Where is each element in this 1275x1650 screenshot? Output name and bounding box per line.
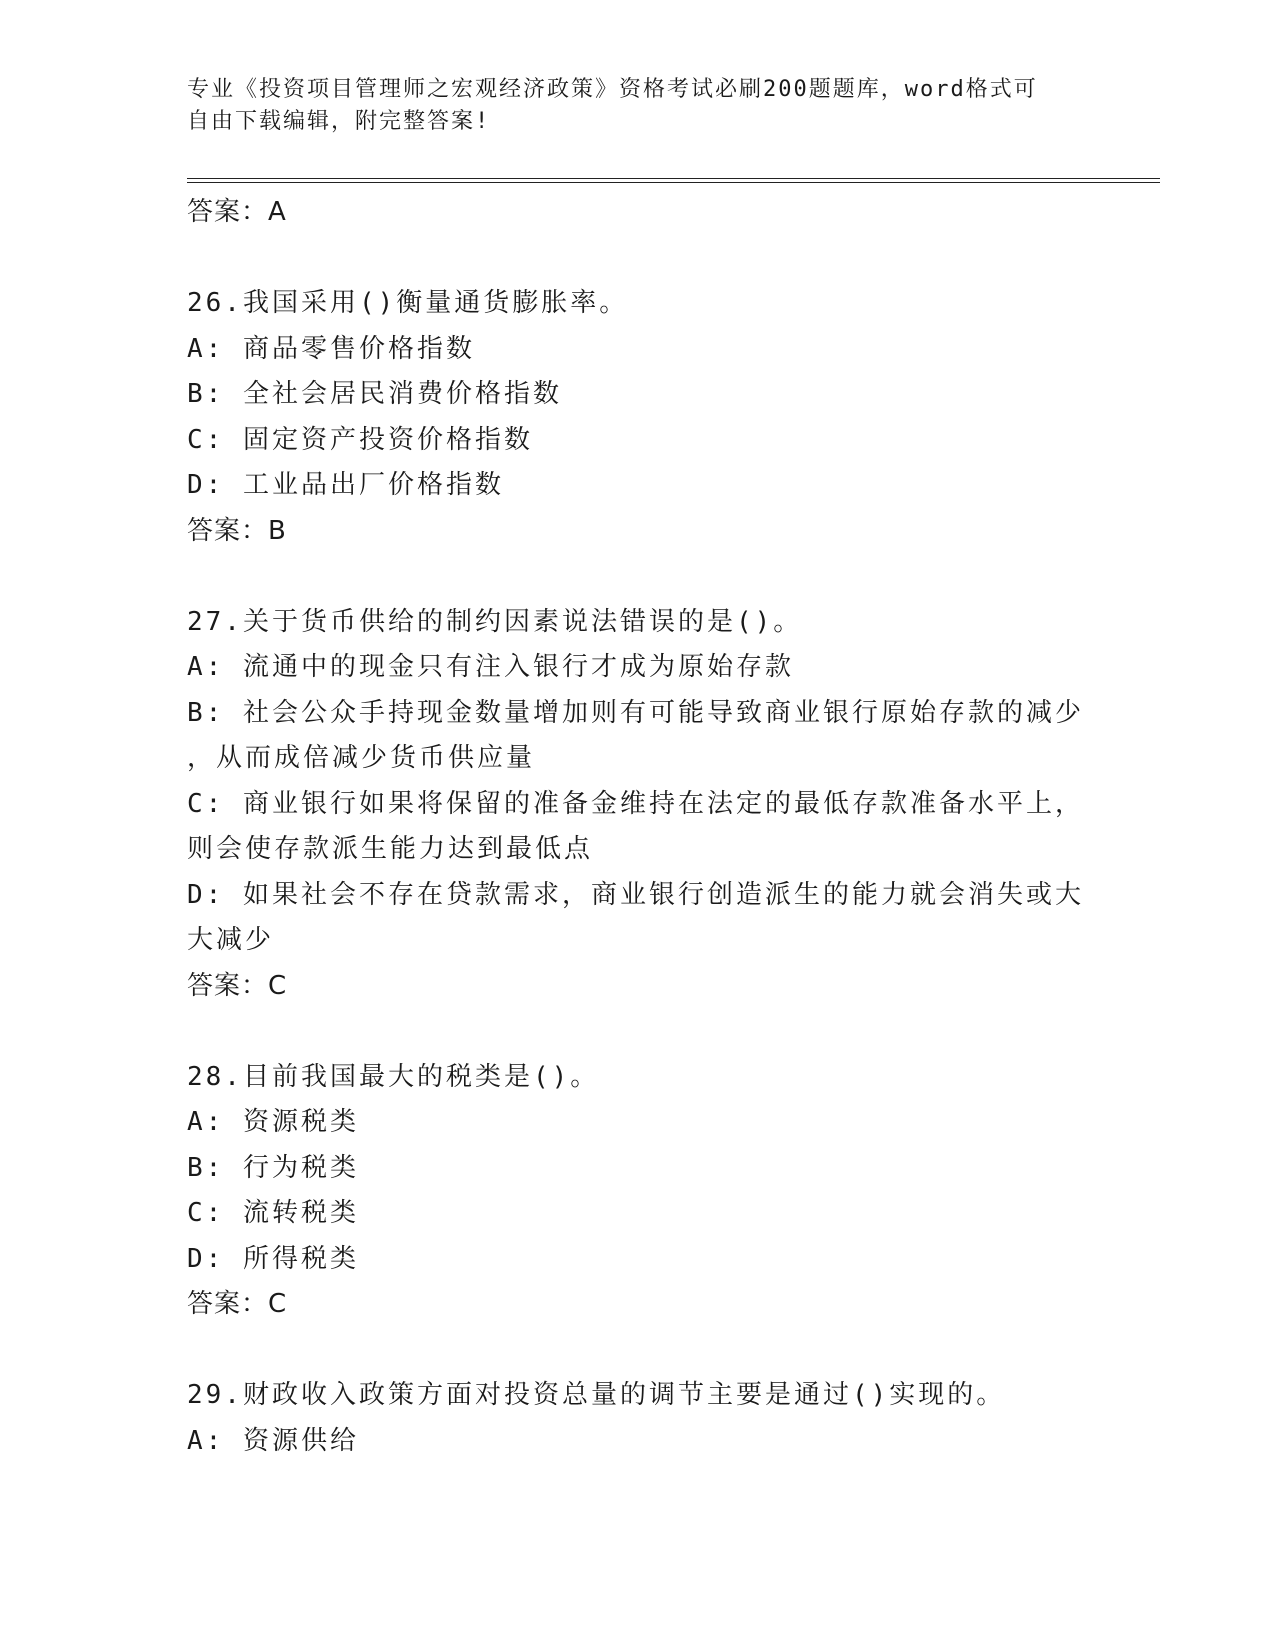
answer-key: 答案：C xyxy=(187,970,288,1001)
answer-option: C: 固定资产投资价格指数 xyxy=(187,424,533,455)
question-block xyxy=(187,1055,1087,1328)
question-stem: 28.目前我国最大的税类是()。 xyxy=(187,1061,600,1092)
answer-option: B: 社会公众手持现金数量增加则有可能导致商业银行原始存款的减少 xyxy=(187,697,1084,728)
answer-option: C: 流转税类 xyxy=(187,1198,359,1228)
answer-option: A: 流通中的现金只有注入银行才成为原始存款 xyxy=(187,652,794,682)
question-stem: 27.关于货币供给的制约因素说法错误的是()。 xyxy=(187,606,803,637)
answer-option: B: 全社会居民消费价格指数 xyxy=(187,379,562,409)
answer-option: B: 行为税类 xyxy=(187,1152,359,1183)
question-list xyxy=(187,236,1087,1465)
header-divider-top xyxy=(187,178,1160,179)
spacer xyxy=(187,554,1087,600)
header-title-line-1: 专业《投资项目管理师之宏观经济政策》资格考试必刷200题题库，word格式可 xyxy=(187,77,1038,102)
document-header xyxy=(187,74,1067,138)
answer-key: 答案：C xyxy=(187,1289,288,1319)
answer-option: C: 商业银行如果将保留的准备金维持在法定的最低存款准备水平上， xyxy=(187,788,1084,819)
previous-answer: 答案：A xyxy=(187,197,287,227)
answer-option: ，从而成倍减少货币供应量 xyxy=(187,743,536,773)
answer-option: D: 所得税类 xyxy=(187,1243,359,1274)
answer-option: A: 资源税类 xyxy=(187,1107,359,1137)
spacer xyxy=(187,1328,1087,1374)
answer-option: 则会使存款派生能力达到最低点 xyxy=(187,834,594,864)
answer-key: 答案：B xyxy=(187,515,287,546)
question-stem: 26.我国采用()衡量通货膨胀率。 xyxy=(187,288,629,318)
answer-option: D: 工业品出厂价格指数 xyxy=(187,470,504,500)
spacer xyxy=(187,1009,1087,1055)
document-body xyxy=(187,190,1087,1464)
question-block xyxy=(187,1373,1087,1464)
answer-option: 大减少 xyxy=(187,925,275,955)
question-block xyxy=(187,281,1087,554)
header-divider-bottom xyxy=(187,182,1160,183)
question-block xyxy=(187,600,1087,1010)
question-stem: 29.财政收入政策方面对投资总量的调节主要是通过()实现的。 xyxy=(187,1380,1006,1410)
header-title-line-2: 自由下载编辑，附完整答案! xyxy=(187,109,491,134)
answer-option: A: 资源供给 xyxy=(187,1425,359,1456)
answer-option: A: 商品零售价格指数 xyxy=(187,333,475,364)
spacer xyxy=(187,236,1087,282)
answer-option: D: 如果社会不存在贷款需求，商业银行创造派生的能力就会消失或大 xyxy=(187,879,1084,910)
